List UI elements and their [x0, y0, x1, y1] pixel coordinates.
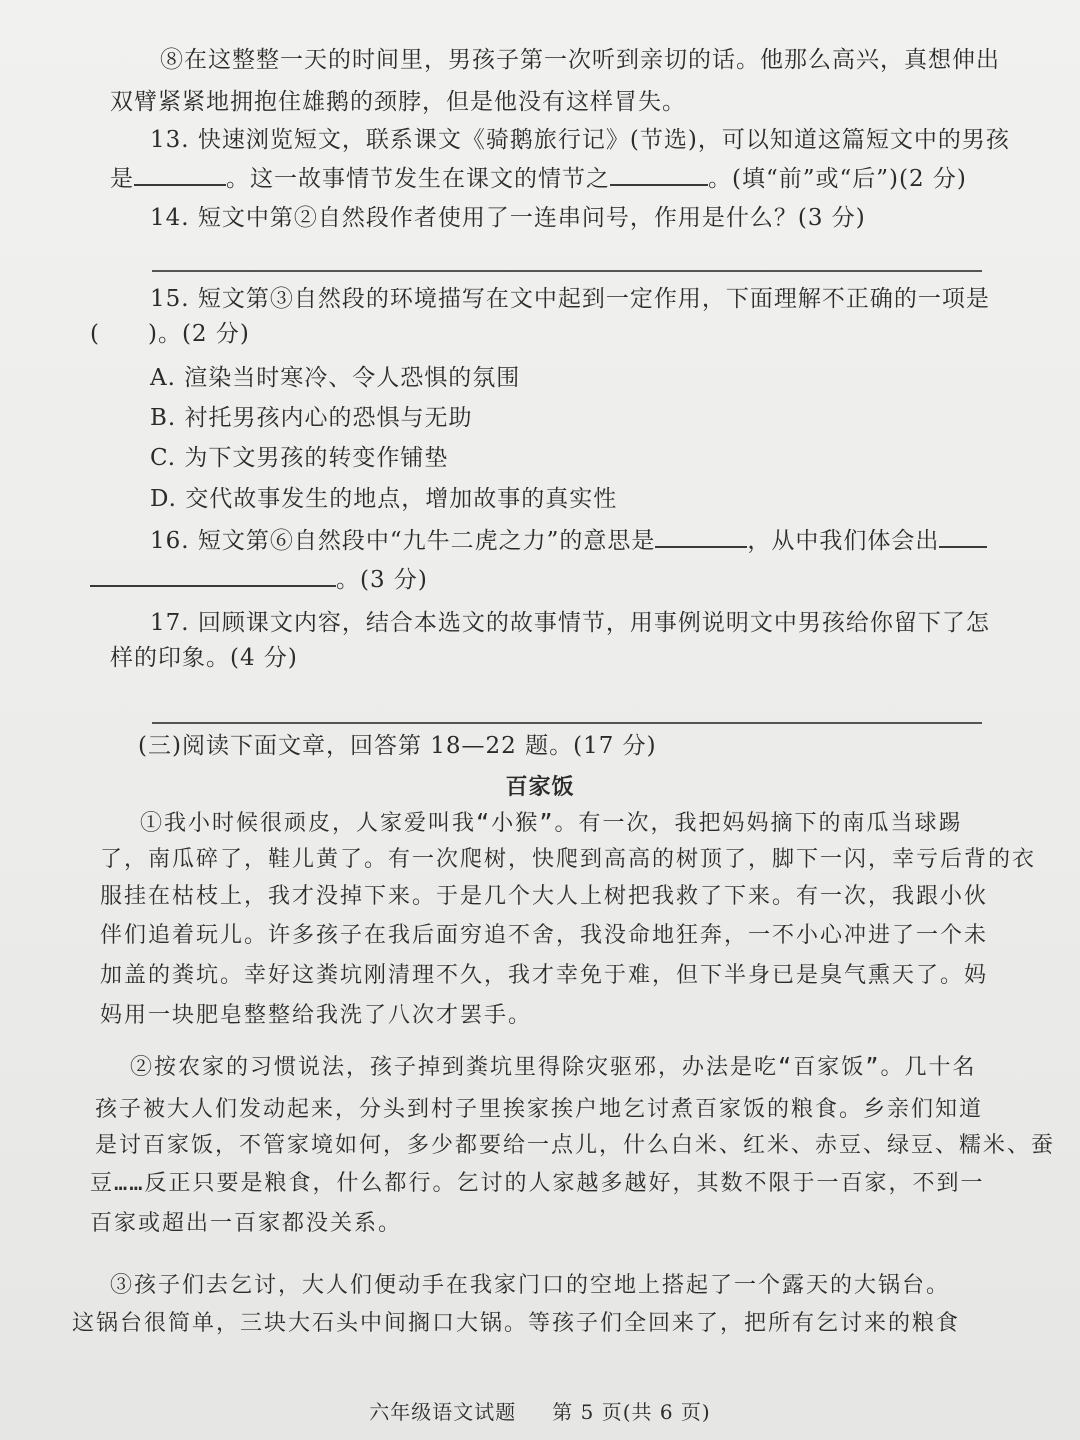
- answer-blank-16c[interactable]: [90, 563, 336, 587]
- question-13-line-1: 13. 快速浏览短文，联系课文《骑鹅旅行记》(节选)，可以知道这篇短文中的男孩: [150, 127, 1010, 153]
- article-line: ③孩子们去乞讨，大人们便动手在我家门口的空地上搭起了一个露天的大锅台。: [110, 1273, 951, 1298]
- answer-line-17[interactable]: [152, 722, 982, 724]
- article-line: ①我小时候很顽皮，人家爱叫我“小猴”。有一次，我把妈妈摘下的南瓜当球踢: [140, 811, 963, 836]
- answer-line-14[interactable]: [152, 270, 982, 272]
- article-line: 了，南瓜碎了，鞋儿黄了。有一次爬树，快爬到高高的树顶了，脚下一闪，幸亏后背的衣: [100, 847, 1037, 872]
- question-14: 14. 短文中第②自然段作者使用了一连串问号，作用是什么？(3 分): [150, 205, 866, 231]
- footer-page-number: 第 5 页(共 6 页): [552, 1400, 711, 1424]
- answer-blank-16b[interactable]: [939, 524, 987, 548]
- question-16-line-2: [90, 563, 428, 596]
- answer-blank-13a[interactable]: [134, 162, 226, 186]
- question-16-suffix: 。(3 分): [336, 567, 428, 593]
- article-line: 豆……反正只要是粮食，什么都行。乞讨的人家越多越好，其数不限于一百家，不到一: [90, 1171, 985, 1196]
- article-line: 是讨百家饭，不管家境如何，多少都要给一点儿，什么白米、红米、赤豆、绿豆、糯米、蚕: [95, 1133, 1056, 1158]
- article-line: 百家或超出一百家都没关系。: [90, 1211, 403, 1236]
- article-title: 百家饭: [505, 775, 575, 800]
- article-line: 妈用一块肥皂整整给我洗了八次才罢手。: [100, 1003, 533, 1028]
- question-17-line-1: 17. 回顾课文内容，结合本选文的故事情节，用事例说明文中男孩给你留下了怎: [150, 610, 990, 636]
- article-line: 这锅台很简单，三块大石头中间搁口大锅。等孩子们全回来了，把所有乞讨来的粮食: [72, 1311, 961, 1336]
- question-13-prefix: 是: [110, 166, 134, 192]
- article-line: 伴们追着玩儿。许多孩子在我后面穷追不舍，我没命地狂奔，一不小心冲进了一个未: [100, 923, 989, 948]
- option-b: B. 衬托男孩内心的恐惧与无助: [150, 405, 473, 431]
- question-16-line-1: [150, 524, 987, 557]
- answer-blank-16a[interactable]: [655, 524, 747, 548]
- option-c: C. 为下文男孩的转变作铺垫: [150, 445, 449, 471]
- question-13-middle: 。这一故事情节发生在课文的情节之: [226, 166, 610, 192]
- article-line: 加盖的粪坑。幸好这粪坑刚清理不久，我才幸免于难，但下半身已是臭气熏天了。妈: [100, 963, 989, 988]
- article-line: 服挂在枯枝上，我才没掉下来。于是几个大人上树把我救了下来。有一次，我跟小伙: [100, 884, 989, 909]
- option-a: A. 渲染当时寒冷、令人恐惧的氛围: [150, 365, 521, 391]
- option-d: D. 交代故事发生的地点，增加故事的真实性: [150, 486, 618, 512]
- question-15-line-2: ( )。(2 分): [90, 321, 250, 347]
- question-16-text-a: 16. 短文第⑥自然段中“九牛二虎之力”的意思是: [150, 528, 656, 554]
- article-line: ②按农家的习惯说法，孩子掉到粪坑里得除灾驱邪，办法是吃“百家饭”。几十名: [130, 1055, 977, 1080]
- paragraph-8-line-1: ⑧在这整整一天的时间里，男孩子第一次听到亲切的话。他那么高兴，真想伸出: [160, 47, 1000, 73]
- article-line: 孩子被大人们发动起来，分头到村子里挨家挨户地乞讨煮百家饭的粮食。乡亲们知道: [95, 1097, 984, 1122]
- answer-blank-13b[interactable]: [610, 162, 708, 186]
- section-3-heading: (三)阅读下面文章，回答第 18—22 题。(17 分): [138, 733, 657, 759]
- footer-subject: 六年级语文试题: [369, 1400, 517, 1424]
- paragraph-8-line-2: 双臂紧紧地拥抱住雄鹅的颈脖，但是他没有这样冒失。: [110, 89, 686, 115]
- question-13-suffix: 。(填“前”或“后”)(2 分): [708, 166, 967, 192]
- question-13-line-2: [110, 162, 967, 195]
- question-15-line-1: 15. 短文第③自然段的环境描写在文中起到一定作用，下面理解不正确的一项是: [150, 286, 990, 312]
- page-footer: [0, 1396, 1080, 1425]
- question-17-line-2: 样的印象。(4 分): [110, 645, 298, 671]
- question-16-text-b: ，从中我们体会出: [747, 528, 940, 554]
